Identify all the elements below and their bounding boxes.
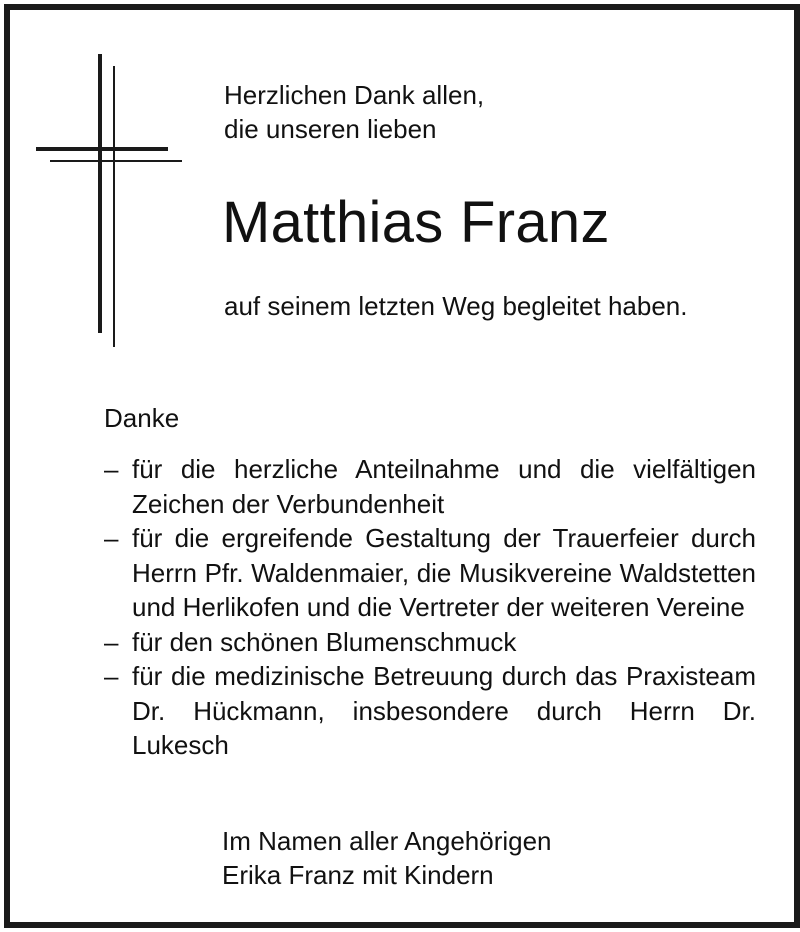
thanks-item [104,452,756,521]
intro-line-2: die unseren lieben [224,114,437,144]
thanks-item-text: für die medizinische Betreuung durch das Praxisteam Dr. Hückmann, insbesondere durch Herrn Dr. Lukesch [132,661,756,760]
closing-line-2: Erika Franz mit Kindern [222,860,494,890]
accompaniment-text: auf seinem letzten Weg begleitet haben. [224,291,688,321]
closing-signature [222,824,552,892]
dash-bullet: – [104,523,119,553]
danke-heading: Danke [104,403,180,433]
thanks-list [104,452,756,763]
thanks-item-text: für die herzliche Anteilnahme und die vielfältigen Zeichen der Verbundenheit [132,454,756,519]
thanks-item [104,521,756,625]
thanks-item-text: für den schönen Blumenschmuck [132,626,517,657]
deceased-name: Matthias Franz [222,190,610,255]
intro-line-1: Herzlichen Dank allen, [224,80,485,110]
closing-line-1: Im Namen aller Angehörigen [222,826,552,856]
intro-text [224,78,484,146]
thanks-item-text: für die ergreifende Gestaltung der Trauerfeier durch Herrn Pfr. Waldenmaier, die Musikvereine Waldstetten und Herlikofen und die Vertreter der weiteren Vereine [132,523,756,622]
thanks-item [104,625,756,660]
dash-bullet: – [104,626,119,657]
thanks-item [104,659,756,763]
dash-bullet: – [104,661,119,691]
dash-bullet: – [104,454,119,484]
